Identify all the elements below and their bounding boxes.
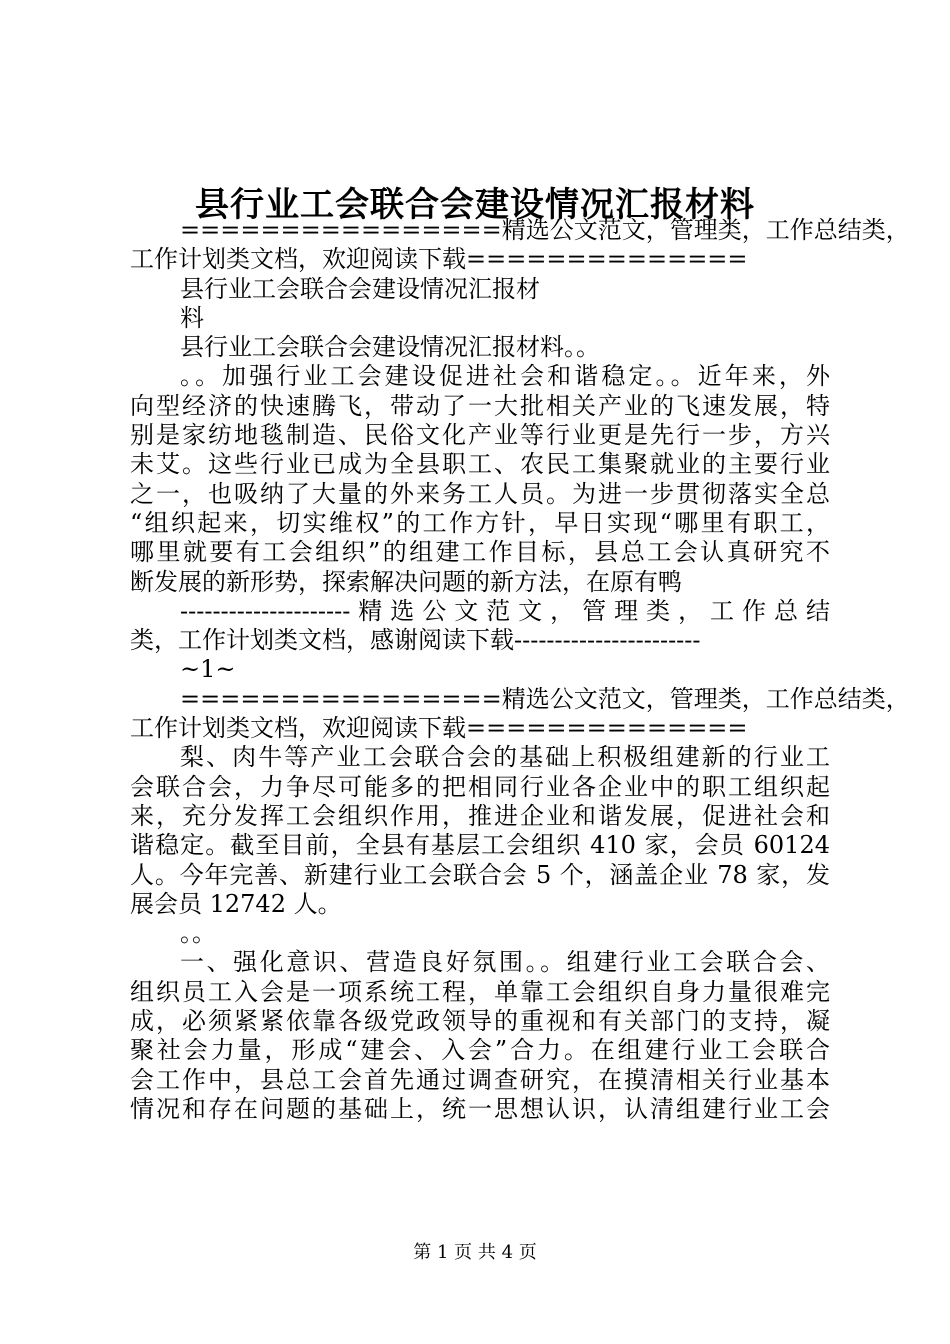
text-line: 会工作中，县总工会首先通过调查研究，在摸清相关行业基本 bbox=[130, 1065, 830, 1094]
text-line: ================精选公文范文，管理类，工作总结类， bbox=[180, 684, 910, 713]
text-line: 断发展的新形势，探索解决问题的新方法，在原有鸭 bbox=[130, 567, 682, 596]
text-line: 谐稳定。截至目前，全县有基层工会组织 410 家，会员 60124 bbox=[130, 831, 830, 860]
page-footer: 第 1 页 共 4 页 bbox=[413, 1242, 537, 1263]
text-line: 一、强化意识、营造良好氛围。。组建行业工会联合会、 bbox=[180, 948, 830, 977]
text-line: 梨、肉牛等产业工会联合会的基础上积极组建新的行业工 bbox=[180, 743, 830, 772]
text-line: 情况和存在问题的基础上，统一思想认识，认清组建行业工会 bbox=[130, 1094, 830, 1123]
text-line: 成，必须紧紧依靠各级党政领导的重视和有关部门的支持，凝 bbox=[130, 1007, 830, 1036]
text-line: ================精选公文范文，管理类，工作总结类， bbox=[180, 216, 910, 244]
text-line: 会联合会，力争尽可能多的把相同行业各企业中的职工组织起 bbox=[130, 772, 830, 801]
text-line: 展会员 12742 人。 bbox=[130, 889, 342, 918]
text-line: “组织起来，切实维权”的工作方针，早日实现“哪里有职工， bbox=[130, 508, 830, 537]
document-body bbox=[130, 216, 910, 1124]
text-line: 未艾。这些行业已成为全县职工、农民工集聚就业的主要行业 bbox=[130, 450, 830, 479]
text-line: ---------------------精选公文范文，管理类，工作总结 bbox=[180, 596, 830, 625]
text-line: 向型经济的快速腾飞，带动了一大批相关产业的飞速发展，特 bbox=[130, 391, 830, 420]
text-line: 工作计划类文档，欢迎阅读下载============== bbox=[130, 245, 748, 274]
text-line: 之一，也吸纳了大量的外来务工人员。为进一步贯彻落实全总 bbox=[130, 479, 830, 508]
text-line: 组织员工入会是一项系统工程，单靠工会组织自身力量很难完 bbox=[130, 977, 830, 1006]
text-line: 来，充分发挥工会组织作用，推进企业和谐发展，促进社会和 bbox=[130, 801, 830, 830]
text-line: ~1~ bbox=[180, 655, 236, 684]
text-line: 县行业工会联合会建设情况汇报材 bbox=[180, 274, 540, 303]
text-line: 。。加强行业工会建设促进社会和谐稳定。。近年来，外 bbox=[180, 362, 830, 391]
text-line: 类，工作计划类文档，感谢阅读下载----------------------- bbox=[130, 626, 701, 655]
text-line: 。。 bbox=[180, 919, 216, 948]
text-line: 人。今年完善、新建行业工会联合会 5 个，涵盖企业 78 家，发 bbox=[130, 860, 830, 889]
text-line: 别是家纺地毯制造、民俗文化产业等行业更是先行一步，方兴 bbox=[130, 421, 830, 450]
document-title: 县行业工会联合会建设情况汇报材料 bbox=[195, 185, 755, 225]
text-line: 哪里就要有工会组织”的组建工作目标，县总工会认真研究不 bbox=[130, 538, 830, 567]
text-line: 县行业工会联合会建设情况汇报材料。。 bbox=[180, 333, 600, 362]
text-line: 聚社会力量，形成“建会、入会”合力。在组建行业工会联合 bbox=[130, 1036, 830, 1065]
text-line: 料 bbox=[180, 303, 204, 332]
text-line: 工作计划类文档，欢迎阅读下载============== bbox=[130, 714, 748, 743]
